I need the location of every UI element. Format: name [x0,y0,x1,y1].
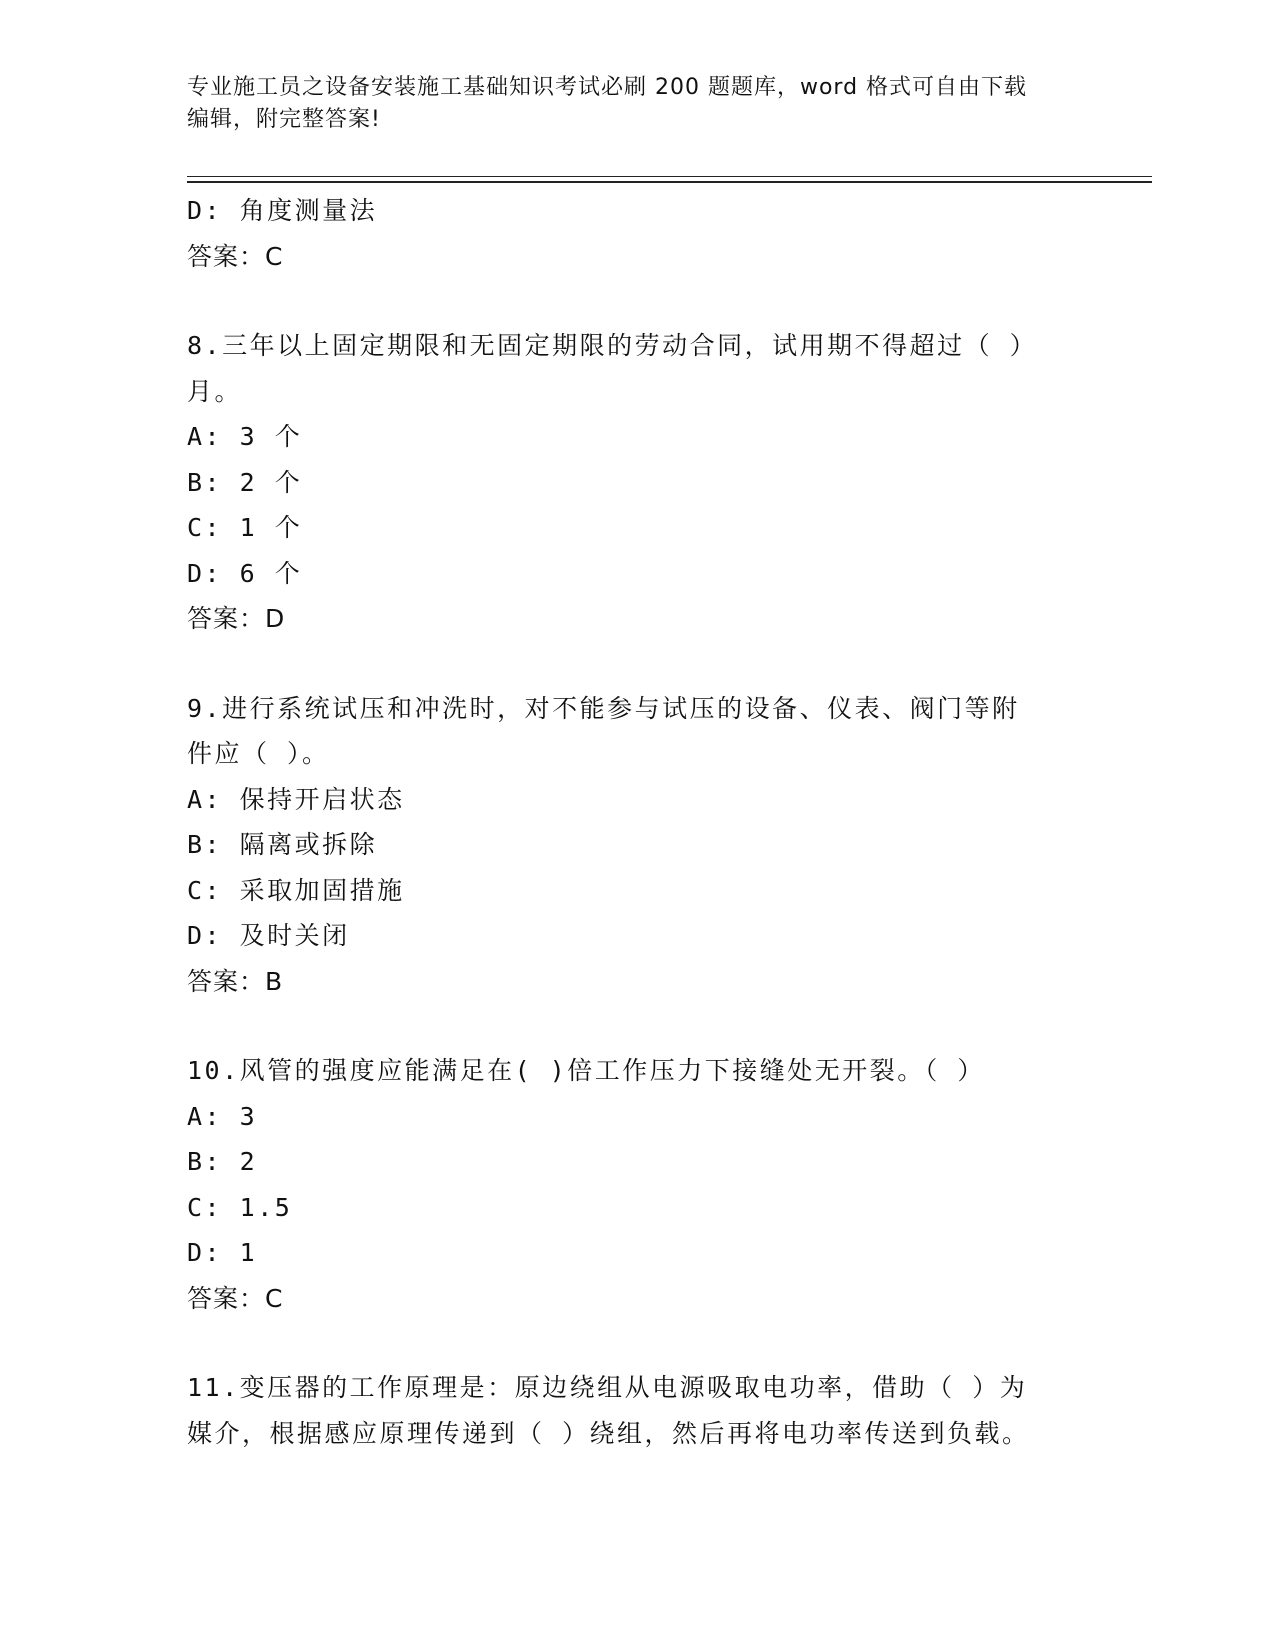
option-b: B: 2 [187,1147,258,1176]
question-8 [187,323,1067,642]
question-stem-line-2: 件应（ ）。 [187,739,330,768]
option-d: D: 及时关闭 [187,921,350,950]
question-list [187,188,1067,1456]
question-stem-line-1: 8.三年以上固定期限和无固定期限的劳动合同，试用期不得超过（ ） [187,331,1038,360]
question-9 [187,686,1067,1005]
answer: 答案：B [187,966,284,996]
option-d: D: 6 个 [187,558,303,588]
header-line-2: 编辑，附完整答案! [187,107,381,132]
option-d: D: 1 [187,1238,258,1267]
document-header [187,72,1067,136]
option-a: A: 保持开启状态 [187,784,405,814]
option-c: C: 采取加固措施 [187,875,405,905]
header-rule-thin [187,176,1152,177]
option-c: C: 1.5 [187,1192,293,1222]
header-line-1: 专业施工员之设备安装施工基础知识考试必刷 200 题题库，word 格式可自由下载 [187,75,1028,100]
answer: 答案：D [187,604,286,633]
option-b: B: 2 个 [187,467,303,497]
question-stem-line-2: 月。 [187,376,243,406]
question-11 [187,1365,1067,1456]
option-c: C: 1 个 [187,513,303,542]
question-stem-line-1: 11.变压器的工作原理是：原边绕组从电源吸取电功率，借助（ ）为 [187,1373,1028,1402]
question-stem-line-1: 10.风管的强度应能满足在( )倍工作压力下接缝处无开裂。（ ） [187,1056,985,1085]
header-rule-thick [187,181,1152,183]
question-10 [187,1048,1067,1321]
question-7 [187,188,1067,279]
option-b: B: 隔离或拆除 [187,830,378,859]
answer: 答案：C [187,241,284,271]
option-d: D: 角度测量法 [187,196,378,225]
option-a: A: 3 个 [187,422,303,451]
answer: 答案：C [187,1283,284,1313]
option-a: A: 3 [187,1101,258,1131]
question-stem-line-2: 媒介，根据感应原理传递到（ ）绕组，然后再将电功率传送到负载。 [187,1418,1030,1448]
question-stem-line-1: 9.进行系统试压和冲洗时，对不能参与试压的设备、仪表、阀门等附 [187,693,1020,723]
